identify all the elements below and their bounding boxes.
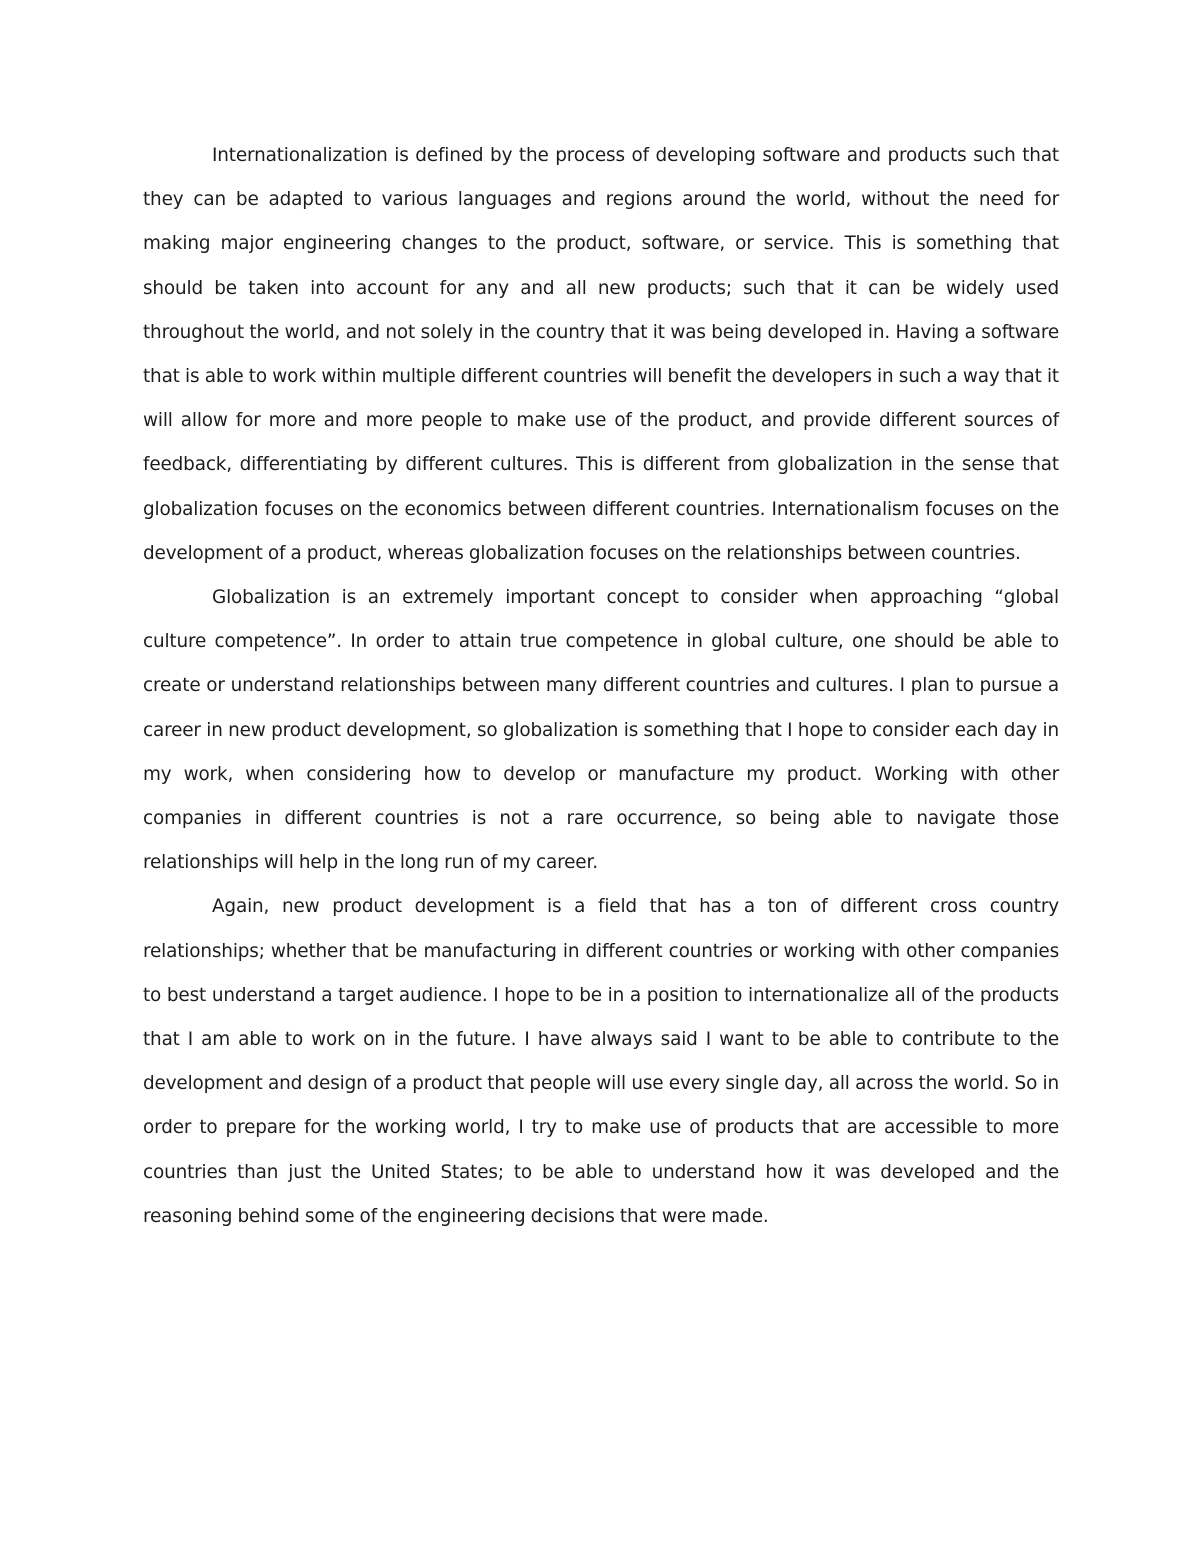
paragraph-product-development: Again, new product development is a field that has a ton of different cross country relationships; whether that be manufacturing in different countries or working with other companies to best understand a target audience. I hope to be in a position to internationalize all of the products that I am able to work on in the future. I have always said I want to be able to contribute to the development and design of a product that people will use every single day, all across the world. So in order to prepare for the working world, I try to make use of products that are accessible to more countries than just the United States; to be able to understand how it was developed and the reasoning behind some of the engineering decisions that were made. xyxy=(143,896,1059,1227)
document-body xyxy=(143,134,1059,1239)
paragraph-globalization: Globalization is an extremely important concept to consider when approaching “global culture competence”. In order to attain true competence in global culture, one should be able to create or understand relationships between many different countries and cultures. I plan to pursue a career in new product development, so globalization is something that I hope to consider each day in my work, when considering how to develop or manufacture my product. Working with other companies in different countries is not a rare occurrence, so being able to navigate those relationships will help in the long run of my career. xyxy=(143,587,1059,874)
paragraph-internationalization: Internationalization is defined by the process of developing software and products such that they can be adapted to various languages and regions around the world, without the need for making major engineering changes to the product, software, or service. This is something that should be taken into account for any and all new products; such that it can be widely used throughout the world, and not solely in the country that it was being developed in. Having a software that is able to work within multiple different countries will benefit the developers in such a way that it will allow for more and more people to make use of the product, and provide different sources of feedback, differentiating by different cultures. This is different from globalization in the sense that globalization focuses on the economics between different countries. Internationalism focuses on the development of a product, whereas globalization focuses on the relationships between countries. xyxy=(143,145,1059,564)
